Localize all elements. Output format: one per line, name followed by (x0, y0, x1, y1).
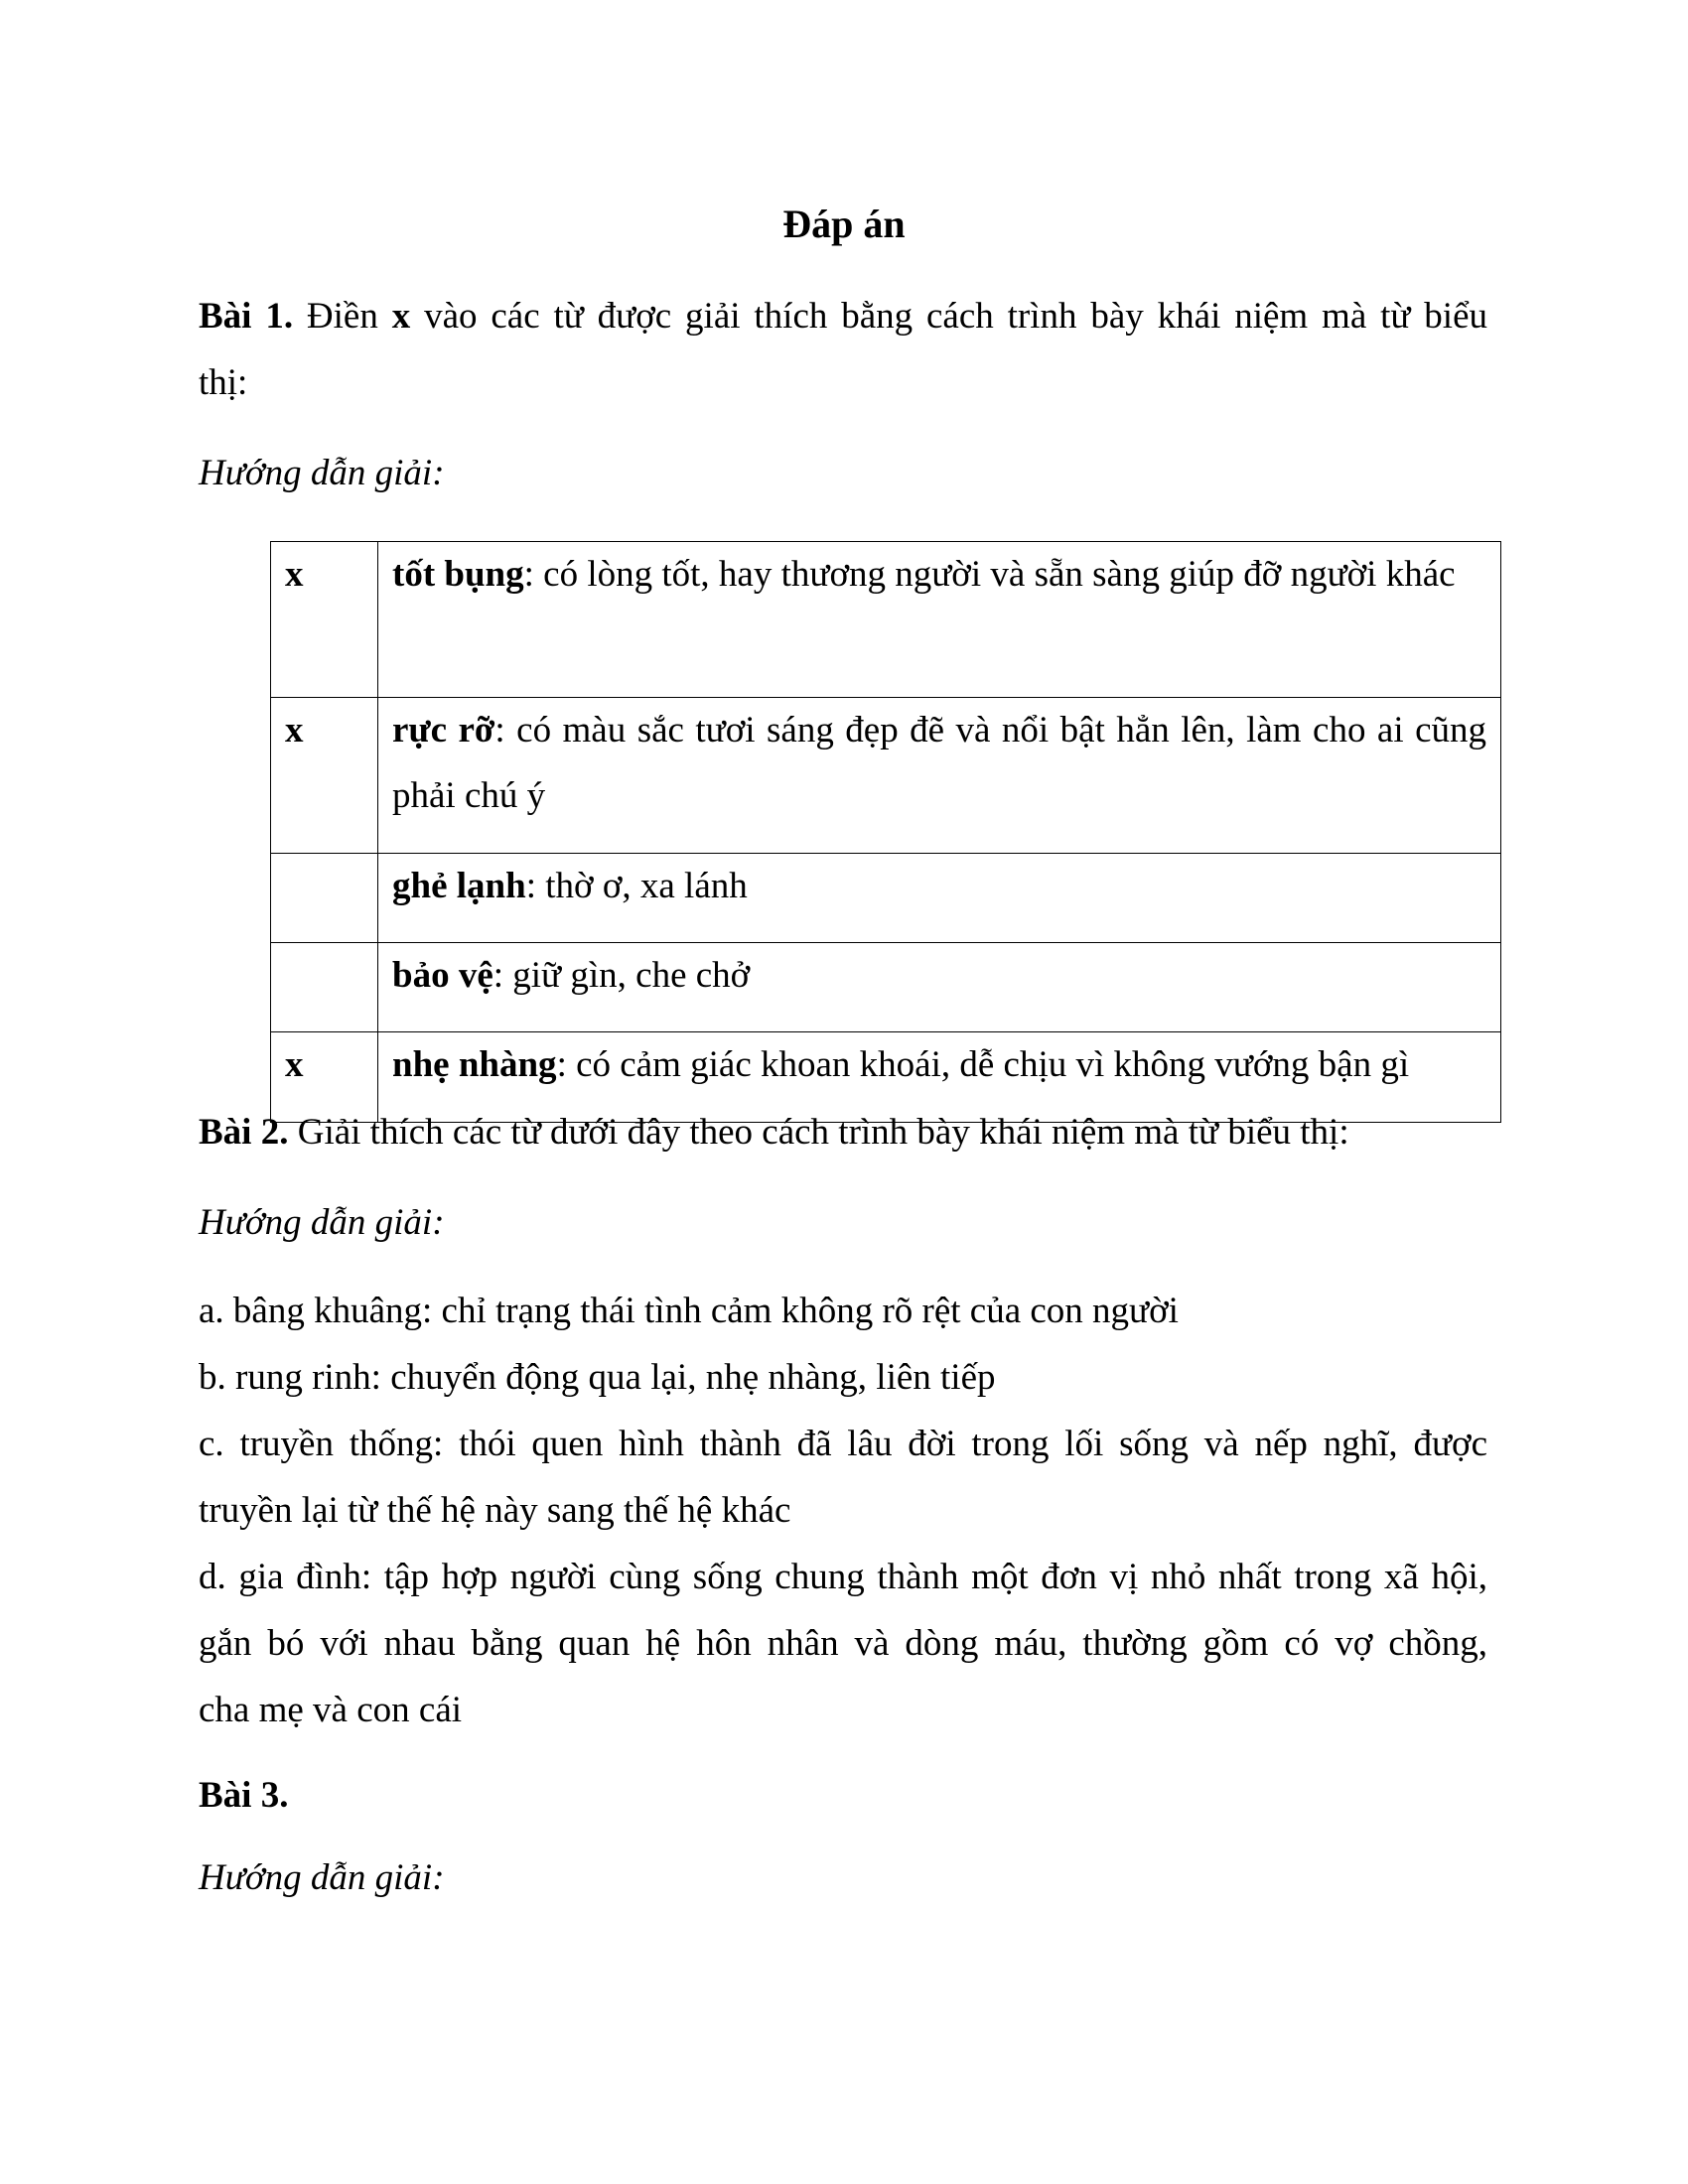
definition-cell (378, 698, 1501, 854)
term: tốt bụng (392, 554, 524, 595)
definition: : thờ ơ, xa lánh (525, 866, 748, 906)
bai1-text-after: vào các từ được giải thích bằng cách trình bày khái niệm mà từ biểu (410, 296, 1487, 337)
answer-table (270, 541, 1501, 1123)
definition: : có cảm giác khoan khoái, dễ chịu vì không vướng bận gì (556, 1044, 1410, 1085)
table-row (271, 1032, 1501, 1123)
bai2-answer-d-line2: gắn bó với nhau bằng quan hệ hôn nhân và dòng máu, thường gồm có vợ chồng, (199, 1623, 1487, 1664)
bai1-text-before: Điền (293, 296, 392, 337)
definition: : giữ gìn, che chở (492, 955, 751, 996)
definition-cell (378, 854, 1501, 943)
bai2-label: Bài 2. (199, 1112, 289, 1153)
bai2-answer-b: b. rung rinh: chuyển động qua lại, nhẹ nhàng, liên tiếp (199, 1357, 996, 1398)
mark-cell (271, 943, 378, 1032)
bai2-answer-a: a. bâng khuâng: chỉ trạng thái tình cảm không rõ rệt của con người (199, 1291, 1179, 1331)
bai2-prompt (199, 1114, 1349, 1151)
bai2-answer-d-line3: cha mẹ và con cái (199, 1690, 463, 1730)
mark-cell: x (271, 1032, 378, 1123)
bai1-prompt-line1 (199, 298, 1487, 335)
mark-cell: x (271, 698, 378, 854)
bai3-label: Bài 3. (199, 1775, 289, 1816)
mark-cell (271, 854, 378, 943)
definition-cell (378, 1032, 1501, 1123)
bai1-x: x (391, 296, 411, 337)
page-title: Đáp án (782, 202, 906, 246)
definition: : có lòng tốt, hay thương người và sẵn sàng giúp đỡ người khác (523, 554, 1456, 595)
table-row (271, 943, 1501, 1032)
bai2-answer-c-line1: c. truyền thống: thói quen hình thành đã lâu đời trong lối sống và nếp nghĩ, được (199, 1424, 1487, 1464)
definition: : có màu sắc tươi sáng đẹp đẽ và nổi bật hẳn lên, làm cho ai cũng phải chú ý (392, 710, 1486, 816)
bai2-text: Giải thích các từ dưới đây theo cách trình bày khái niệm mà từ biểu thị: (288, 1112, 1349, 1153)
table-row (271, 854, 1501, 943)
mark-cell: x (271, 542, 378, 698)
bai1-label: Bài 1. (199, 296, 294, 337)
term: ghẻ lạnh (392, 866, 526, 906)
term: rực rỡ (392, 710, 495, 751)
term: bảo vệ (392, 955, 493, 996)
table-row (271, 698, 1501, 854)
bai2-answer-c-line2: truyền lại từ thế hệ này sang thế hệ khác (199, 1490, 791, 1531)
bai3-guide: Hướng dẫn giải: (199, 1857, 445, 1898)
bai2-guide: Hướng dẫn giải: (199, 1202, 445, 1243)
table-row (271, 542, 1501, 698)
term: nhẹ nhàng (392, 1044, 557, 1085)
bai1-guide: Hướng dẫn giải: (199, 453, 445, 493)
definition-cell (378, 542, 1501, 698)
bai2-answer-d-line1: d. gia đình: tập hợp người cùng sống chung thành một đơn vị nhỏ nhất trong xã hội, (199, 1557, 1487, 1597)
bai1-prompt-line2: thị: (199, 362, 248, 403)
definition-cell (378, 943, 1501, 1032)
